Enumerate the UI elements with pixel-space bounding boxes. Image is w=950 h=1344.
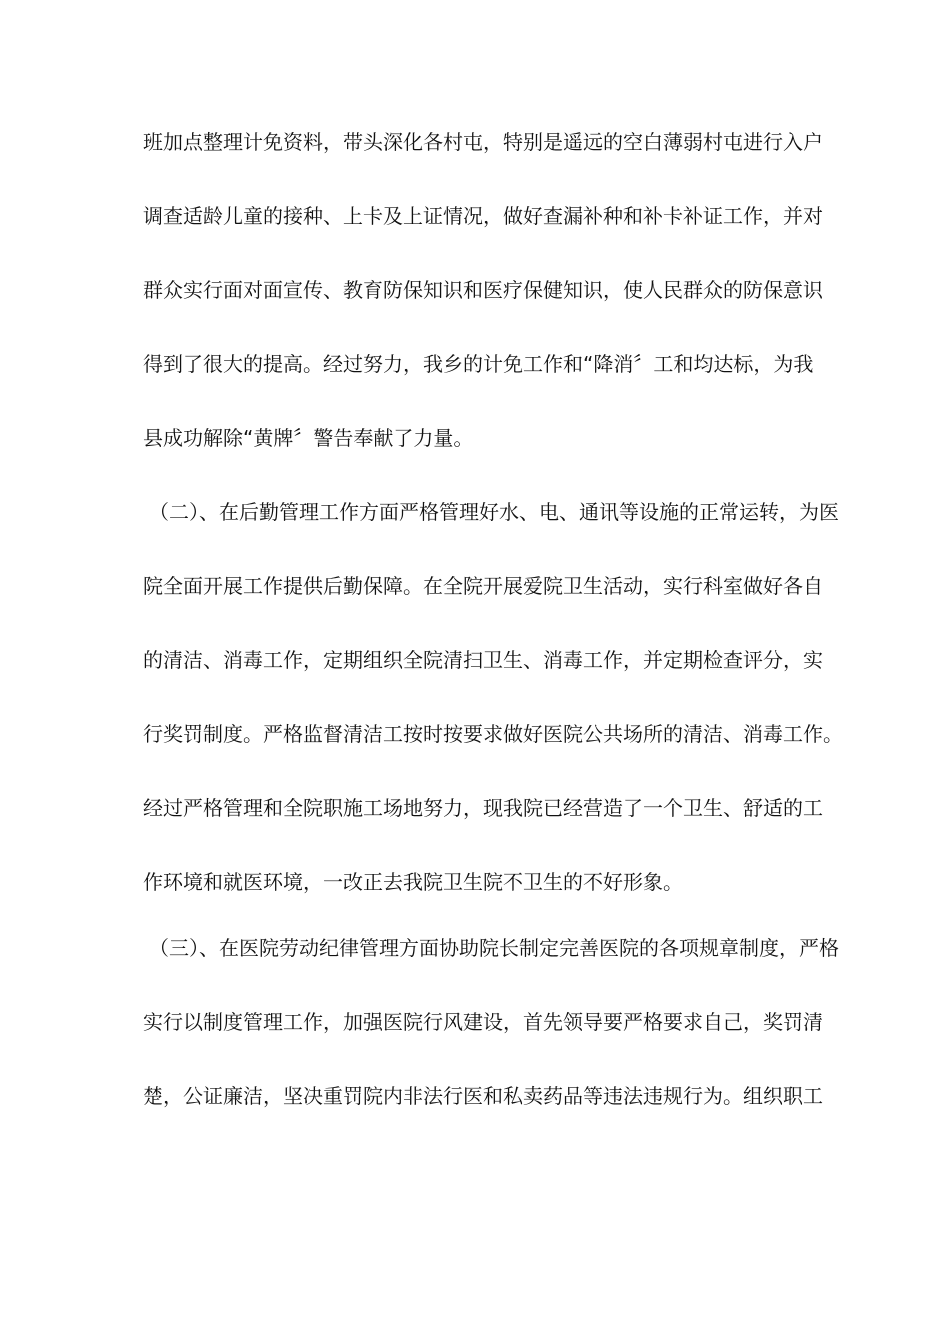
- text-line-13: 实行以制度管理工作，加强医院行风建设，首先领导要严格要求自己，奖罚清: [143, 1010, 823, 1034]
- section-heading-3: （三）、在医院劳动纪律管理方面协助院长制定完善医院的各项规章制度，严格: [149, 936, 839, 960]
- text-line-3: 群众实行面对面宣传、教育防保知识和医疗保健知识，使人民群众的防保意识: [143, 278, 823, 302]
- text-line-5: 县成功解除“黄牌〞警告奉献了力量。: [143, 426, 474, 450]
- text-line-14: 楚，公证廉洁，坚决重罚院内非法行医和私卖药品等违法违规行为。组织职工: [143, 1084, 823, 1108]
- text-line-11: 作环境和就医环境，一改正去我院卫生院不卫生的不好形象。: [143, 870, 683, 894]
- text-line-4: 得到了很大的提高。经过努力，我乡的计免工作和“降消〞工和均达标，为我: [143, 352, 814, 376]
- text-line-10: 经过严格管理和全院职施工场地努力，现我院已经营造了一个卫生、舒适的工: [143, 796, 823, 820]
- text-line-2: 调查适龄儿童的接种、上卡及上证情况，做好查漏补种和补卡补证工作，并对: [143, 204, 823, 228]
- text-line-7: 院全面开展工作提供后勤保障。在全院开展爱院卫生活动，实行科室做好各自: [143, 574, 823, 598]
- text-line-9: 行奖罚制度。严格监督清洁工按时按要求做好医院公共场所的清洁、消毒工作。: [143, 722, 843, 746]
- text-line-1: 班加点整理计免资料，带头深化各村屯，特别是遥远的空白薄弱村屯进行入户: [143, 130, 823, 154]
- text-line-8: 的清洁、消毒工作，定期组织全院清扫卫生、消毒工作，并定期检查评分，实: [143, 648, 823, 672]
- section-heading-2: （二）、在后勤管理工作方面严格管理好水、电、通讯等设施的正常运转，为医: [149, 500, 839, 524]
